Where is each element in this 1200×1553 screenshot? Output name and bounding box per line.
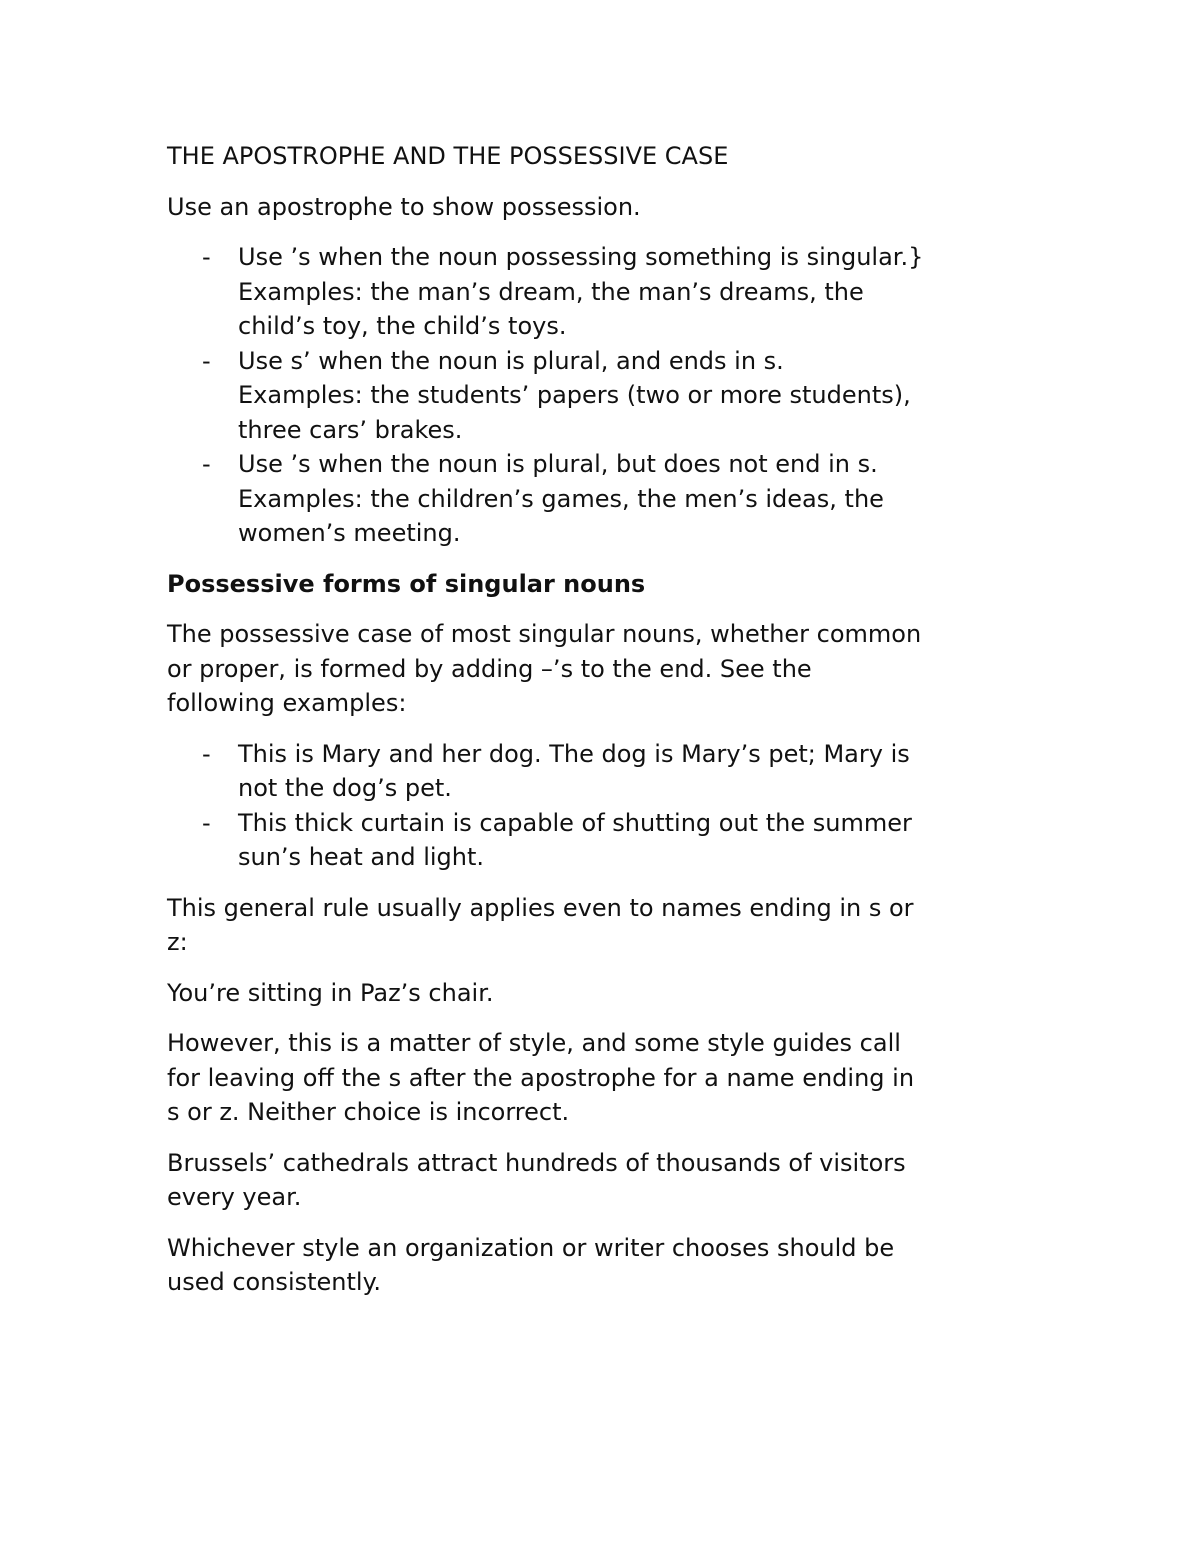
brussels-example-paragraph [167,1146,1047,1215]
list-item [167,240,1047,344]
list-item-line: Examples: the students’ papers (two or more students), [238,381,911,409]
paragraph-line: The possessive case of most singular nouns, whether common [167,620,922,648]
examples-list [167,737,1047,875]
dash-bullet: - [202,808,211,837]
paragraph-line: Brussels’ cathedrals attract hundreds of thousands of visitors [167,1148,906,1177]
dash-bullet: - [202,243,211,271]
list-item [167,447,1047,551]
paz-example-paragraph [167,976,1047,1011]
dash-bullet: - [202,346,211,375]
list-item [167,737,1047,806]
list-item-line: not the dog’s pet. [238,774,452,802]
general-rule-paragraph [167,891,1047,960]
paragraph-line: every year. [167,1183,302,1211]
style-note-paragraph [167,1026,1047,1130]
paragraph-line: or proper, is formed by adding –’s to the end. See the [167,654,812,683]
apostrophe-rules-list [167,240,1047,551]
list-item-line: three cars’ brakes. [238,415,463,444]
document-title [167,139,1047,174]
intro-text: Use an apostrophe to show possession. [167,192,641,221]
list-item-line: Examples: the man’s dream, the man’s dreams, the [238,277,864,306]
consistency-paragraph [167,1231,1047,1300]
list-item [167,344,1047,448]
section-heading [167,567,1047,602]
paragraph-line: z: [167,928,188,956]
list-item-line: Use ’s when the noun possessing something is singular.} [238,243,924,271]
paragraph-line: This general rule usually applies even to names ending in s or [167,893,914,922]
list-item-line: Use s’ when the noun is plural, and ends in s. [238,346,784,375]
paragraph-line: used consistently. [167,1268,381,1296]
list-item-line: This thick curtain is capable of shutting out the summer [238,808,912,837]
list-item-line: sun’s heat and light. [238,843,485,871]
section-intro-paragraph [167,617,1047,721]
paragraph-line: following examples: [167,689,407,717]
list-item-line: child’s toy, the child’s toys. [238,312,567,340]
paragraph-line: for leaving off the s after the apostrophe for a name ending in [167,1063,915,1092]
paragraph-line: s or z. Neither choice is incorrect. [167,1098,570,1126]
paragraph-line: You’re sitting in Paz’s chair. [167,978,494,1007]
dash-bullet: - [202,739,211,768]
list-item-line: Use ’s when the noun is plural, but does not end in s. [238,450,878,478]
document-page [167,139,1047,1316]
paragraph-line: Whichever style an organization or writer chooses should be [167,1233,895,1262]
list-item-line: women’s meeting. [238,519,461,547]
list-item-line: Examples: the children’s games, the men’s ideas, the [238,484,884,513]
title-text: THE APOSTROPHE AND THE POSSESSIVE CASE [167,142,729,170]
paragraph-line: However, this is a matter of style, and some style guides call [167,1029,901,1057]
list-item-line: This is Mary and her dog. The dog is Mary’s pet; Mary is [238,739,910,768]
section-heading-text: Possessive forms of singular nouns [167,569,646,598]
intro-paragraph [167,190,1047,225]
list-item [167,806,1047,875]
dash-bullet: - [202,450,211,478]
